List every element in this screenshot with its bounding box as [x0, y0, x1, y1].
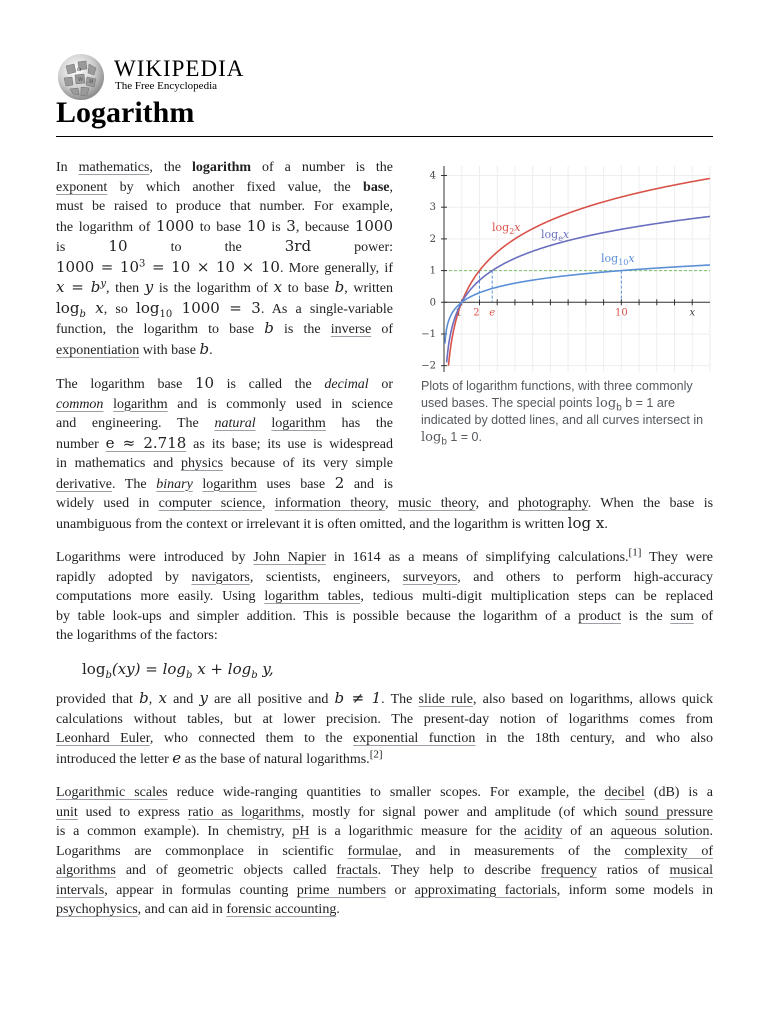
site-header [56, 52, 716, 102]
y-tick-label: 1 [429, 265, 436, 277]
link-common-logarithm[interactable]: common [56, 396, 104, 412]
label-loge: $\log_ex$ [541, 228, 570, 243]
link-formulae[interactable]: formulae [347, 843, 399, 859]
link-complexity-of-algorithms[interactable]: complexity of [624, 843, 713, 859]
product-rule-formula: $\log_b(xy) = \log_b x + \log_b y$, [82, 659, 274, 681]
link-forensic-accounting[interactable]: forensic accounting [226, 902, 337, 917]
x-tick-label: x [689, 307, 696, 319]
link-information-theory[interactable]: information theory [274, 496, 386, 511]
link-product[interactable]: product [578, 608, 621, 624]
page-title: Logarithm [56, 96, 195, 129]
label-log10: $\log_{10}x$ [601, 252, 635, 267]
y-tick-label: −2 [421, 360, 436, 372]
wikipedia-wordmark[interactable]: WIKIPEDIA [114, 56, 245, 81]
link-music-theory[interactable]: music theory [397, 496, 476, 511]
paragraph-4: provided that b, x and y are all positive and b ≠ 1. The slide rule, also based on logarithms, allows quick calculations without tables, but at lower precision. The present-day notion of logarithms comes from Leonhard Euler, who connected them to the exponential function in the 18th century, and who also introduced the letter e as the base of natural logarithms.[2] [56, 689, 714, 767]
link-psychophysics[interactable]: psychophysics [56, 902, 138, 917]
link-exponential-function[interactable]: exponential function [353, 731, 476, 746]
paragraph-3: Logarithms were introduced by John Napier in 1614 as a means of simplifying calculations.[1] They were rapidly adopted by navigators, scientists, engineers, surveyors, and others to perform high-accuracy computations more easily. Using logarithm tables, tedious multi-digit multiplication steps can be replaced by table look-ups and simpler addition. This is possible because the logarithm of a product is the sum of the logarithms of the factors: [56, 546, 713, 643]
x-tick-label: 2 [473, 307, 480, 319]
link-photography[interactable]: photography [517, 496, 588, 511]
x-tick-label: 1 [455, 307, 462, 319]
reference-1[interactable]: [1] [628, 546, 642, 559]
link-aqueous-solution[interactable]: aqueous solution [610, 824, 710, 839]
link-ph[interactable]: pH [292, 824, 310, 839]
link-unit[interactable]: unit [56, 804, 78, 820]
link-sound-pressure[interactable]: sound pressure [625, 804, 713, 820]
title-divider [56, 136, 713, 137]
y-tick-label: 3 [429, 202, 436, 214]
link-inverse[interactable]: inverse [330, 322, 372, 337]
link-fractals[interactable]: fractals [336, 863, 378, 878]
link-john-napier[interactable]: John Napier [253, 550, 326, 565]
link-natural-logarithm-2[interactable]: logarithm [271, 416, 326, 431]
link-binary-logarithm[interactable]: binary [156, 476, 193, 492]
paragraph-1: In mathematics, the logarithm of a number is the exponent by which another fixed value, the base, must be raised to produce that number. For example, the logarithm of 1000 to base 10 is 3, because 1000 is 10 to the 3rd power: $1000 = 10^3 = 10 \times 10 \times 10$. More generally, if $x = b^y$, then y is the logarithm of x to base b, written $\log_b x$, so $\log_{10} 1000 = 3$. As a single-variable function, the logarithm to base b is the inverse of exponentiation with base b. [56, 160, 394, 358]
wikipedia-globe-logo[interactable] [56, 52, 106, 102]
link-logarithmic-scales[interactable]: Logarithmic scales [56, 785, 168, 800]
figure-caption: Plots of logarithm functions, with three commonly used bases. The special points $\log_b b = 1$ are indicated by dotted lines, and all curves intersect in $\log_b 1 = 0$. [421, 379, 704, 448]
link-sum[interactable]: sum [670, 608, 694, 624]
link-e-constant[interactable]: e ≈ 2.718 [105, 433, 187, 452]
y-tick-label: 0 [429, 297, 436, 309]
svg-text:И: И [89, 79, 94, 85]
svg-text:W: W [78, 77, 84, 83]
link-computer-science[interactable]: computer science [158, 496, 262, 511]
wikipedia-tagline: The Free Encyclopedia [115, 80, 218, 92]
link-mathematics[interactable]: mathematics [78, 160, 150, 175]
link-physics[interactable]: physics [181, 456, 224, 471]
link-navigators[interactable]: navigators [191, 569, 250, 585]
link-surveyors[interactable]: surveyors [402, 569, 458, 585]
link-frequency[interactable]: frequency [540, 863, 597, 878]
paragraph-2: The logarithm base 10 is called the decimal or common logarithm and is commonly used in science and engineering. The natural logarithm has the number e ≈ 2.718 as its base; its use is widespread in mathematics and physics because of its very simple derivative. The binary logarithm uses base 2 and is widely used in computer science, information theory, music theory, and photography. When the base is unambiguous from the context or irrelevant it is often omitted, and the logarithm is written log x. [56, 374, 714, 532]
link-decibel[interactable]: decibel [604, 785, 645, 800]
link-musical-intervals-2[interactable]: intervals [56, 882, 105, 898]
paragraph-5: Logarithmic scales reduce wide-ranging quantities to smaller scopes. For example, the decibel (dB) is a unit used to express ratio as logarithms, mostly for signal power and amplitude (of which sound pressure is a common example). In chemistry, pH is a logarithmic measure for the acidity of an aqueous solution. Logarithms are commonplace in scientific formulae, and in measurements of the complexity of algorithms and of geometric objects called fractals. They help to describe frequency ratios of musical intervals, appear in formulas counting prime numbers or approximating factorials, inform some models in psychophysics, and can aid in forensic accounting. [56, 785, 713, 917]
link-derivative[interactable]: derivative [56, 476, 112, 492]
x-tick-label: e [489, 307, 496, 319]
reference-2[interactable]: [2] [369, 747, 383, 760]
label-log2: $\log_2x$ [492, 221, 521, 236]
link-approximating-factorials[interactable]: approximating factorials [414, 882, 557, 898]
x-tick-label: 10 [614, 307, 628, 319]
link-natural-logarithm[interactable]: natural [214, 416, 256, 431]
link-slide-rule[interactable]: slide rule [418, 692, 473, 707]
y-tick-label: 2 [429, 233, 436, 245]
link-acidity[interactable]: acidity [524, 824, 563, 839]
link-exponentiation[interactable]: exponentiation [56, 342, 140, 358]
y-tick-label: −1 [421, 328, 436, 340]
link-leonhard-euler[interactable]: Leonhard Euler [56, 731, 150, 746]
link-logarithm-tables[interactable]: logarithm tables [264, 589, 361, 604]
y-tick-label: 4 [429, 170, 436, 182]
link-prime-numbers[interactable]: prime numbers [296, 882, 387, 898]
article-body [56, 158, 713, 934]
link-exponent[interactable]: exponent [56, 179, 108, 195]
link-complexity-of-algorithms-2[interactable]: algorithms [56, 863, 116, 878]
link-musical-intervals[interactable]: musical [669, 863, 713, 878]
link-binary-logarithm-2[interactable]: logarithm [202, 476, 257, 492]
link-common-logarithm-2[interactable]: logarithm [113, 396, 168, 412]
svg-text:Ω: Ω [77, 67, 82, 73]
link-ratio-as-logarithms[interactable]: ratio as logarithms [187, 804, 301, 820]
